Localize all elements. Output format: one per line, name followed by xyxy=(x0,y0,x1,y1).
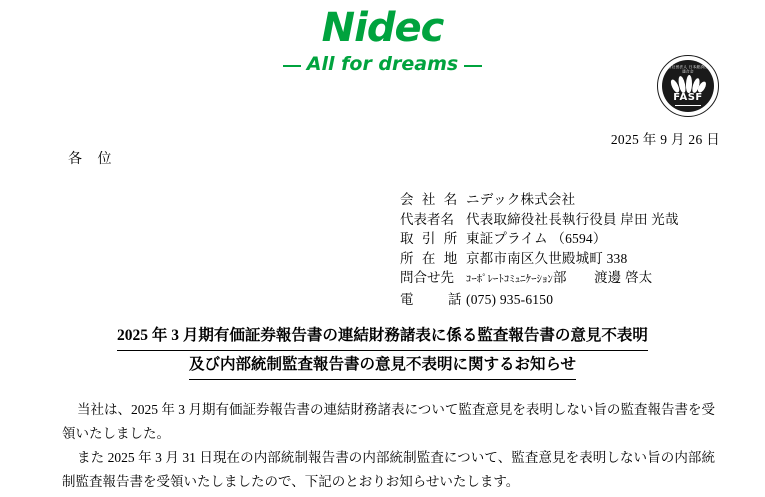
address-value: 京都市南区久世殿城町 338 xyxy=(466,250,628,266)
company-info-block xyxy=(400,190,679,309)
fasf-seal-underline xyxy=(675,105,701,106)
fasf-seal-label: FASF xyxy=(673,92,703,103)
fasf-seal-ring-text: 一般社団法人 日本経済団体連合会 xyxy=(663,65,713,74)
address-label: 所 在 地 xyxy=(400,250,460,266)
contact-value: 部 渡邊 啓太 xyxy=(553,270,653,285)
logo-tagline: All for dreams xyxy=(306,53,459,75)
page-title-line1: 2025 年 3 月期有価証券報告書の連結財務諸表に係る監査報告書の意見不表明 xyxy=(117,322,648,351)
company-name-value: ニデック株式会社 xyxy=(466,192,576,207)
phone-value: (075) 935-6150 xyxy=(466,291,554,307)
representative-label: 代表者名 xyxy=(400,211,454,227)
representative-value: 代表取締役社長執行役員 岸田 光哉 xyxy=(466,211,679,227)
fasf-seal-inner xyxy=(662,60,714,112)
logo-wordmark: Nidec xyxy=(321,5,444,51)
body-paragraph-1: 当社は、2025 年 3 月期有価証券報告書の連結財務諸表について監査意見を表明しない旨の監査報告書を受領いたしました。 xyxy=(62,402,715,441)
page-title-line2: 及び内部統制監査報告書の意見不表明に関するお知らせ xyxy=(189,351,576,380)
company-info-row xyxy=(400,229,679,249)
page-title xyxy=(0,322,765,380)
exchange-label: 取 引 所 xyxy=(400,231,460,246)
body-paragraph-2: また 2025 年 3 月 31 日現在の内部統制報告書の内部統制監査について、監査意見を表明しない旨の内部統制監査報告書を受領いたしましたので、下記のとおりお知らせいたします。 xyxy=(62,450,715,489)
company-info-row xyxy=(400,268,679,290)
body-text xyxy=(62,398,715,494)
company-info-row xyxy=(400,249,679,269)
company-name-label: 会 社 名 xyxy=(400,192,460,207)
company-info-row xyxy=(400,190,679,210)
fasf-seal xyxy=(657,55,719,117)
exchange-value: 東証プライム （6594） xyxy=(466,231,607,246)
leaf-emblem-icon xyxy=(671,74,705,93)
company-logo xyxy=(0,5,765,75)
company-info-row xyxy=(400,290,679,310)
phone-label: 電 話 xyxy=(400,291,464,307)
contact-department-kana: ｺｰﾎﾟﾚｰﾄｺﾐｭﾆｹｰｼｮﾝ xyxy=(466,274,553,285)
company-info-row xyxy=(400,210,679,230)
addressee: 各 位 xyxy=(68,152,118,167)
contact-label: 問合せ先 xyxy=(400,270,454,285)
document-date: 2025 年 9 月 26 日 xyxy=(610,132,720,147)
